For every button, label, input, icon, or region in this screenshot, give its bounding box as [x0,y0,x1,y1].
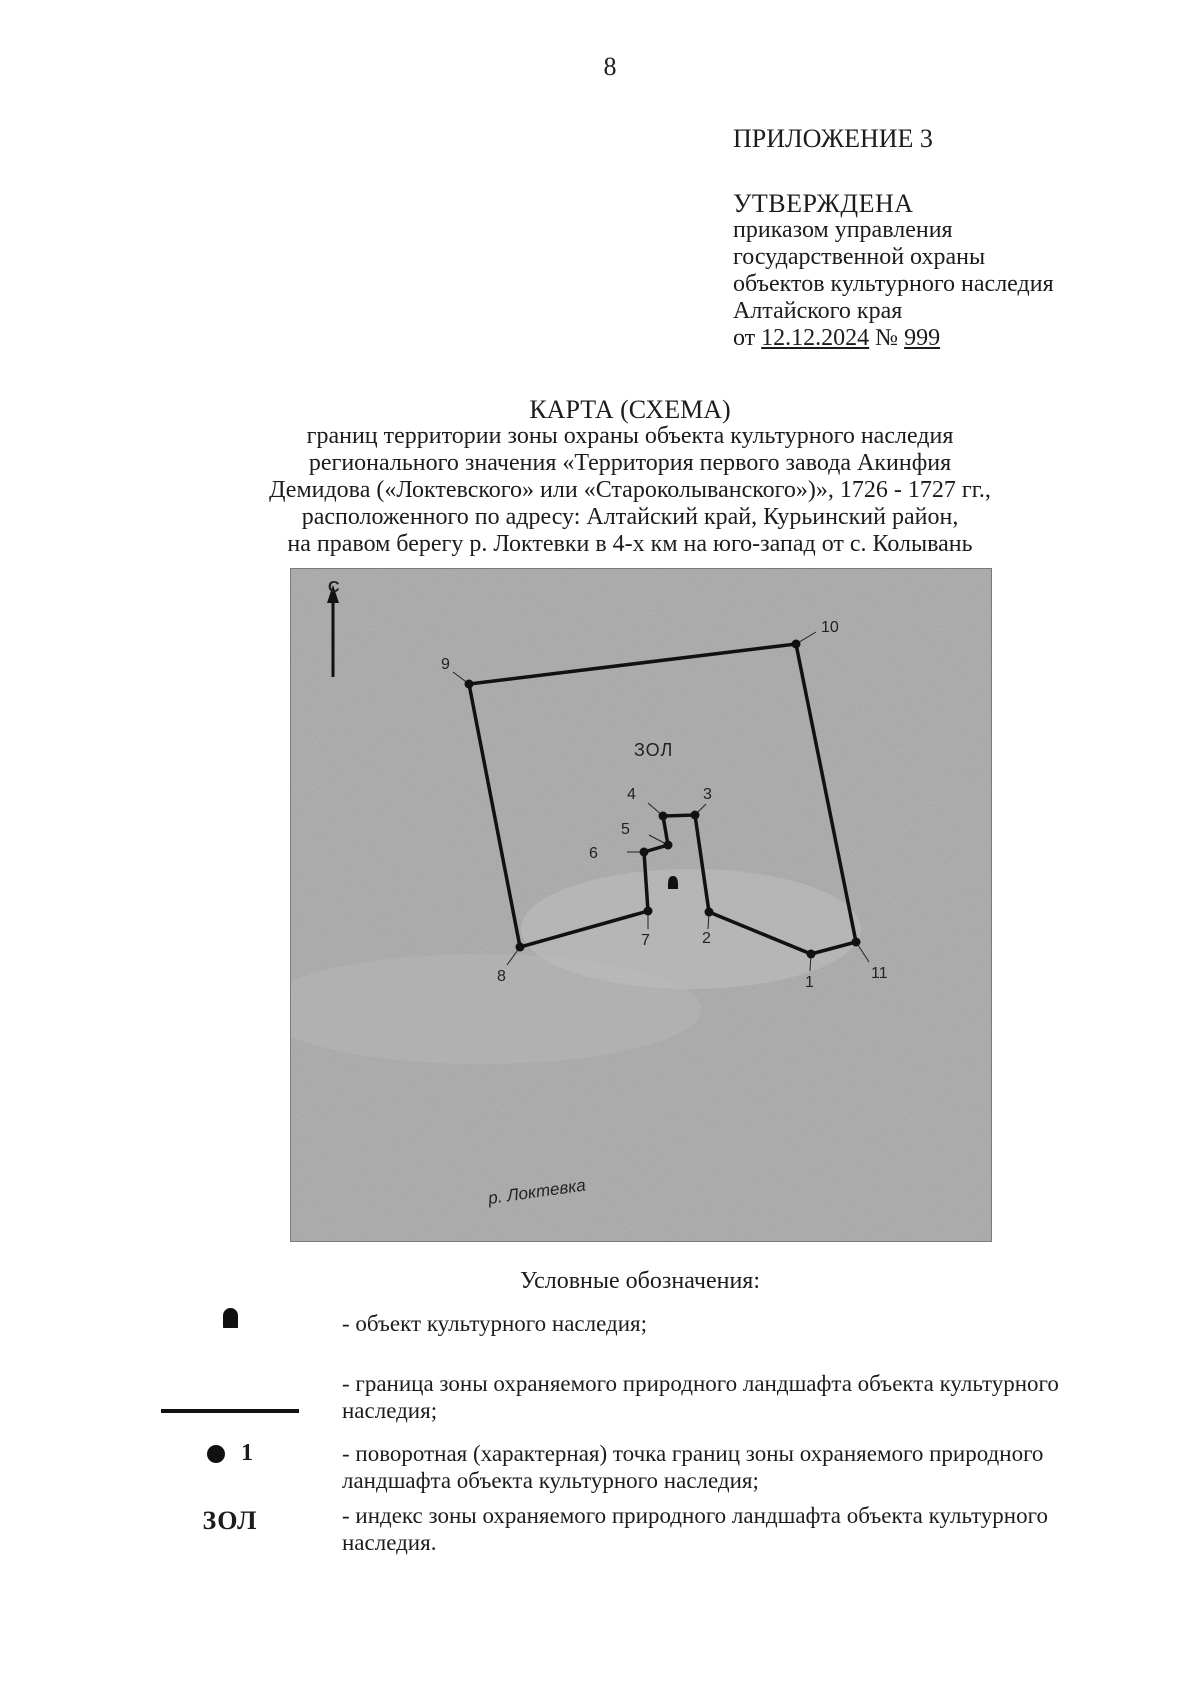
map-title: КАРТА (СХЕМА) [529,395,731,424]
map-heading-line-5: на правом берегу р. Локтевки в 4-х км на юго-запад от с. Колывань [287,531,973,557]
approval-title: УТВЕРЖДЕНА [733,189,914,218]
date-prefix: от [733,325,756,351]
zone-label: ЗОЛ [634,740,674,760]
approval-line-3: объектов культурного наследия [733,271,1054,297]
turning-point-symbol-number: 1 [241,1440,253,1466]
point-4 [659,812,668,821]
point-1 [807,950,816,959]
legend-text-object: - объект культурного наследия; [342,1311,647,1336]
appendix-label: ПРИЛОЖЕНИЕ 3 [733,124,933,153]
map-heading-line-4: расположенного по адресу: Алтайский край, Курьинский район, [301,504,959,530]
approval-block [733,190,1173,352]
map-image [290,568,992,1242]
map-heading-line-1: границ территории зоны охраны объекта культурного наследия [306,423,954,449]
approval-date-line [733,325,1173,352]
legend-text-zone-index: - индекс зоны охраняемого природного ландшафта объекта культурного наследия. [342,1503,1048,1555]
river-label: р. Локтевка [486,1175,587,1208]
point-5 [664,841,673,850]
point-2 [705,908,714,917]
point-label-9: 9 [441,656,450,673]
point-label-3: 3 [703,786,712,803]
approval-line-1: приказом управления [733,217,953,243]
map-heading-line-3: Демидова («Локтевского» или «Староколыванского»)», 1726 - 1727 гг., [269,477,991,503]
point-8 [516,943,525,952]
point-6 [640,848,649,857]
point-label-11: 11 [871,965,888,982]
map-heading [180,396,1080,558]
point-label-2: 2 [702,930,711,947]
point-11 [852,938,861,947]
point-label-7: 7 [641,932,650,949]
legend-text-point: - поворотная (характерная) точка границ зоны охраняемого природного ландшафта объекта культурного наследия; [342,1441,1044,1493]
point-9 [465,680,474,689]
heritage-object-icon [223,1308,238,1328]
approval-line-4: Алтайского края [733,298,903,324]
point-label-5: 5 [621,821,630,838]
number-prefix: № [875,325,899,351]
point-label-10: 10 [821,619,839,636]
map-canvas [291,569,991,1241]
point-label-8: 8 [497,968,506,985]
page-number: 8 [603,52,617,81]
approval-line-2: государственной охраны [733,244,986,270]
zone-index-symbol: ЗОЛ [202,1506,258,1535]
boundary-line-symbol [161,1409,299,1413]
legend-text-boundary: - граница зоны охраняемого природного ландшафта объекта культурного наследия; [342,1371,1059,1423]
approval-date: 12.12.2024 [761,325,870,351]
legend-title: Условные обозначения: [519,1268,761,1294]
heritage-object-icon [668,876,678,889]
map-heading-line-2: регионального значения «Территория первого завода Акинфия [308,450,952,476]
turning-point-symbol [207,1445,225,1463]
point-7 [644,907,653,916]
point-label-4: 4 [627,786,636,803]
point-10 [792,640,801,649]
north-label: С [328,579,340,596]
point-3 [691,811,700,820]
approval-number: 999 [904,325,941,351]
point-label-1: 1 [805,974,814,991]
point-label-6: 6 [589,845,598,862]
